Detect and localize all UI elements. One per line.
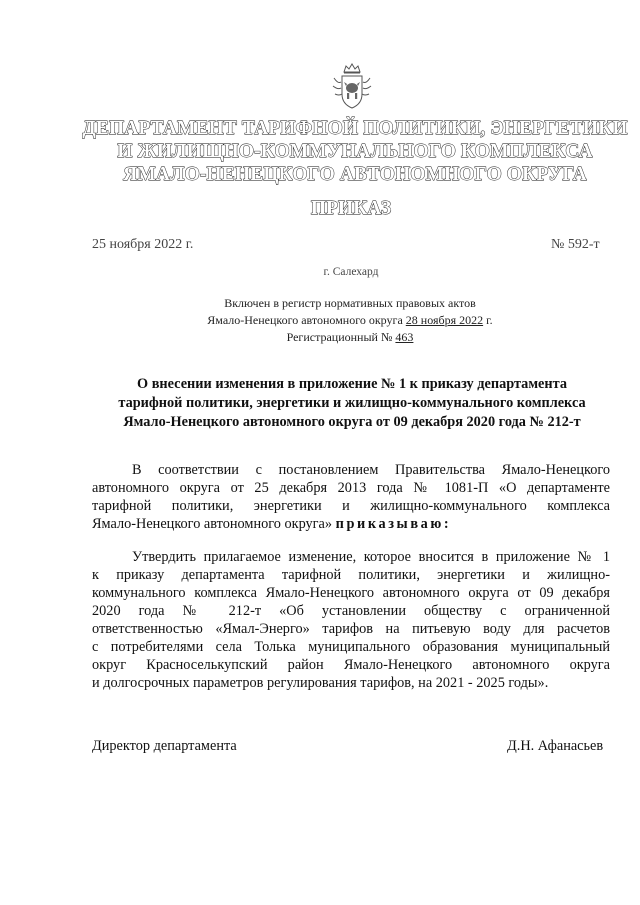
document-city: г. Салехард (323, 266, 379, 278)
paragraph2-line: ответственностью «Ямал-Энерго» тарифов на питьевую воду для расчетов (92, 621, 610, 637)
subject-line-1: О внесении изменения в приложение № 1 к приказу департамента (137, 376, 567, 392)
registration-date: 28 ноября 2022 (405, 313, 484, 327)
registration-line-2 (160, 313, 540, 328)
coat-of-arms-icon (331, 60, 373, 112)
order-keyword-colon: : (443, 516, 449, 532)
paragraph1-line: автономного округа от 25 декабря 2013 года № 1081-П «О департаменте (92, 480, 610, 496)
paragraph2-line: с потребителями села Толька муниципального образования муниципальный (92, 639, 610, 655)
paragraph1-line: тарифной политики, энергетики и жилищно-коммунального комплекса (92, 498, 610, 514)
paragraph2-line: к приказу департамента тарифной политики, энергетики и жилищно- (92, 567, 610, 583)
paragraph2-line-last: и долгосрочных параметров регулирования тарифов, на 2021 - 2025 годы». (92, 675, 549, 691)
registration-number: 463 (395, 330, 414, 344)
paragraph1-line: В соответствии с постановлением Правительства Ямало-Ненецкого (132, 462, 610, 478)
signer-role: Директор департамента (92, 738, 237, 754)
registration-line-1: Включен в регистр нормативных правовых актов (224, 296, 476, 310)
registration-year-suffix: г. (483, 313, 493, 327)
paragraph2-line: коммунального комплекса Ямало-Ненецкого автономного округа от 09 декабря (92, 585, 610, 601)
paragraph1-last-text: Ямало-Ненецкого автономного округа» (92, 516, 336, 532)
subject-line-2: тарифной политики, энергетики и жилищно-коммунального комплекса (118, 395, 586, 411)
document-number: № 592-т (551, 237, 600, 252)
registration-region: Ямало-Ненецкого автономного округа (207, 313, 406, 327)
department-title-line-1: ДЕПАРТАМЕНТ ТАРИФНОЙ ПОЛИТИКИ, ЭНЕРГЕТИКИ (82, 118, 628, 139)
subject-line-3: Ямало-Ненецкого автономного округа от 09 декабря 2020 года № 212-т (123, 414, 581, 430)
department-title-line-2: И ЖИЛИЩНО-КОММУНАЛЬНОГО КОМПЛЕКСА (117, 141, 593, 162)
signer-name: Д.Н. Афанасьев (507, 738, 604, 754)
paragraph2-line: Утвердить прилагаемое изменение, которое вносится в приложение № 1 (132, 549, 610, 565)
registration-number-label: Регистрационный № (286, 330, 396, 344)
paragraph2-line: 2020 года № 212-т «Об установлении обществу с ограниченной (92, 603, 610, 619)
order-keyword: приказываю (335, 516, 444, 532)
registration-line-3 (160, 330, 540, 345)
paragraph1-line-last (92, 515, 610, 533)
document-date: 25 ноября 2022 г. (92, 237, 194, 252)
document-type-heading: ПРИКАЗ (310, 198, 392, 219)
department-title-line-3: ЯМАЛО-НЕНЕЦКОГО АВТОНОМНОГО ОКРУГА (123, 164, 587, 185)
paragraph2-line: округ Красноселькупский район Ямало-Ненецкого автономного округа (92, 657, 610, 673)
